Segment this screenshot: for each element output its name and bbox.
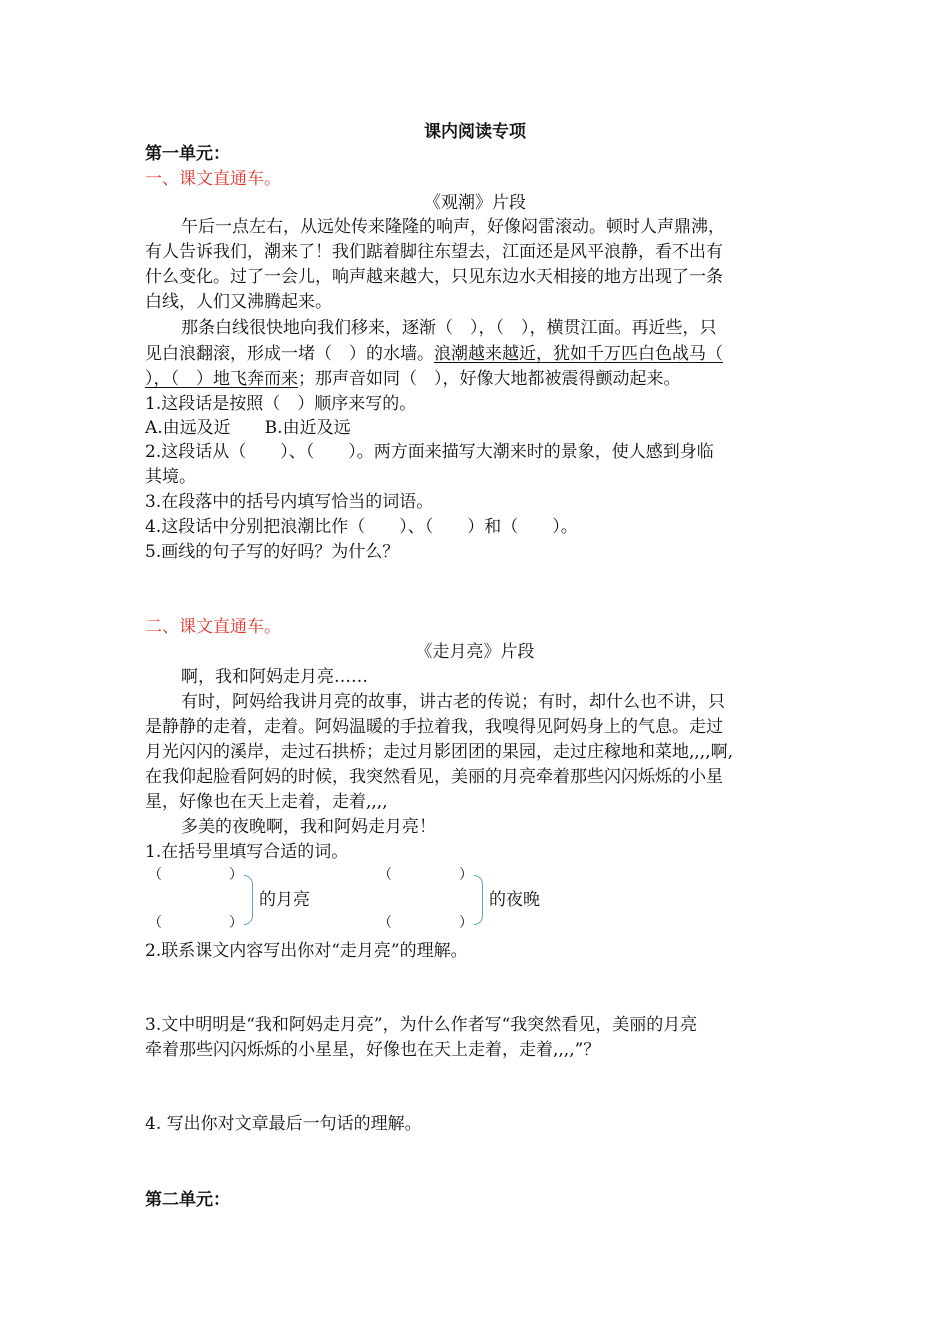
blank-open: （: [148, 867, 162, 883]
passage-2-line: 啊，我和阿妈走月亮……: [181, 667, 368, 687]
blank-close: ）: [229, 915, 243, 931]
blank-open: （: [148, 915, 162, 931]
question: 4.这段话中分别把浪潮比作（ ）、（ ）和（ ）。: [145, 517, 578, 537]
blank-open: （: [378, 915, 392, 931]
plain-text: 见白浪翻滚，形成一堵（ ）的水墙。: [145, 344, 434, 364]
underlined-sentence: 浪潮越来越近，犹如千万匹白色战马（: [434, 344, 723, 364]
passage-1-line: 有人告诉我们，潮来了！我们踮着脚往东望去，江面还是风平浪静，看不出有: [145, 242, 723, 262]
passage-1-title: 《观潮》片段: [424, 193, 526, 213]
page-title: 课内阅读专项: [424, 122, 526, 142]
brace: [474, 875, 483, 925]
question: 2.联系课文内容写出你对“走月亮”的理解。: [145, 941, 468, 961]
question: 其境。: [145, 467, 196, 487]
plain-text: ；那声音如同（ ），好像大地都被震得颤动起来。: [298, 369, 681, 389]
passage-2-line: 有时，阿妈给我讲月亮的故事，讲古老的传说；有时，却什么也不讲，只: [181, 692, 725, 712]
passage-2-line: 月光闪闪的溪岸，走过石拱桥；走过月影团团的果园，走过庄稼地和菜地,,,,啊,: [145, 742, 734, 762]
question: 2.这段话从（ ）、（ ）。两方面来描写大潮来时的景象，使人感到身临: [145, 442, 714, 462]
question: 3.在段落中的括号内填写恰当的词语。: [145, 492, 434, 512]
question: 1.在括号里填写合适的词。: [145, 842, 349, 862]
section-1-heading: 一、课文直通车。: [145, 169, 281, 189]
section-2-heading: 二、课文直通车。: [145, 617, 281, 637]
passage-1-line: 什么变化。过了一会儿，响声越来越大，只见东边水天相接的地方出现了一条: [145, 267, 723, 287]
question: 5.画线的句子写的好吗？为什么？: [145, 542, 400, 562]
passage-1-line: 午后一点左右，从远处传来隆隆的响声，好像闷雷滚动。顿时人声鼎沸，: [181, 217, 725, 237]
question-options: A.由远及近 B.由近及远: [145, 418, 351, 438]
blank-close: ）: [229, 867, 243, 883]
passage-2-line: 多美的夜晚啊，我和阿妈走月亮！: [181, 817, 436, 837]
blank-close: ）: [459, 867, 473, 883]
passage-1-line: [145, 342, 723, 366]
brace: [244, 875, 253, 925]
question: 牵着那些闪闪烁烁的小星星，好像也在天上走着，走着,,,,”？: [145, 1040, 601, 1060]
unit-2-heading: 第二单元：: [145, 1190, 230, 1210]
passage-2-line: 星，好像也在天上走着，走着,,,,: [145, 792, 388, 812]
question: 3.文中明明是“我和阿妈走月亮”，为什么作者写“我突然看见，美丽的月亮: [145, 1015, 698, 1035]
moon-label: 的月亮: [259, 890, 310, 910]
question: 1.这段话是按照（ ）顺序来写的。: [145, 394, 417, 414]
passage-2-line: 在我仰起脸看阿妈的时候，我突然看见，美丽的月亮牵着那些闪闪烁烁的小星: [145, 767, 723, 787]
unit-1-heading: 第一单元：: [145, 144, 230, 164]
night-label: 的夜晚: [489, 890, 540, 910]
passage-1-line: [145, 367, 681, 391]
passage-2-title: 《走月亮》片段: [415, 642, 535, 662]
blank-close: ）: [459, 915, 473, 931]
question: 4. 写出你对文章最后一句话的理解。: [145, 1114, 422, 1134]
passage-1-line: 白线，人们又沸腾起来。: [145, 292, 332, 312]
passage-1-line: 那条白线很快地向我们移来，逐渐（ ），（ ），横贯江面。再近些，只: [181, 318, 717, 338]
blank-open: （: [378, 867, 392, 883]
passage-2-line: 是静静的走着，走着。阿妈温暖的手拉着我，我嗅得见阿妈身上的气息。走过: [145, 717, 723, 737]
underlined-sentence: ），（ ）地飞奔而来: [145, 369, 298, 389]
